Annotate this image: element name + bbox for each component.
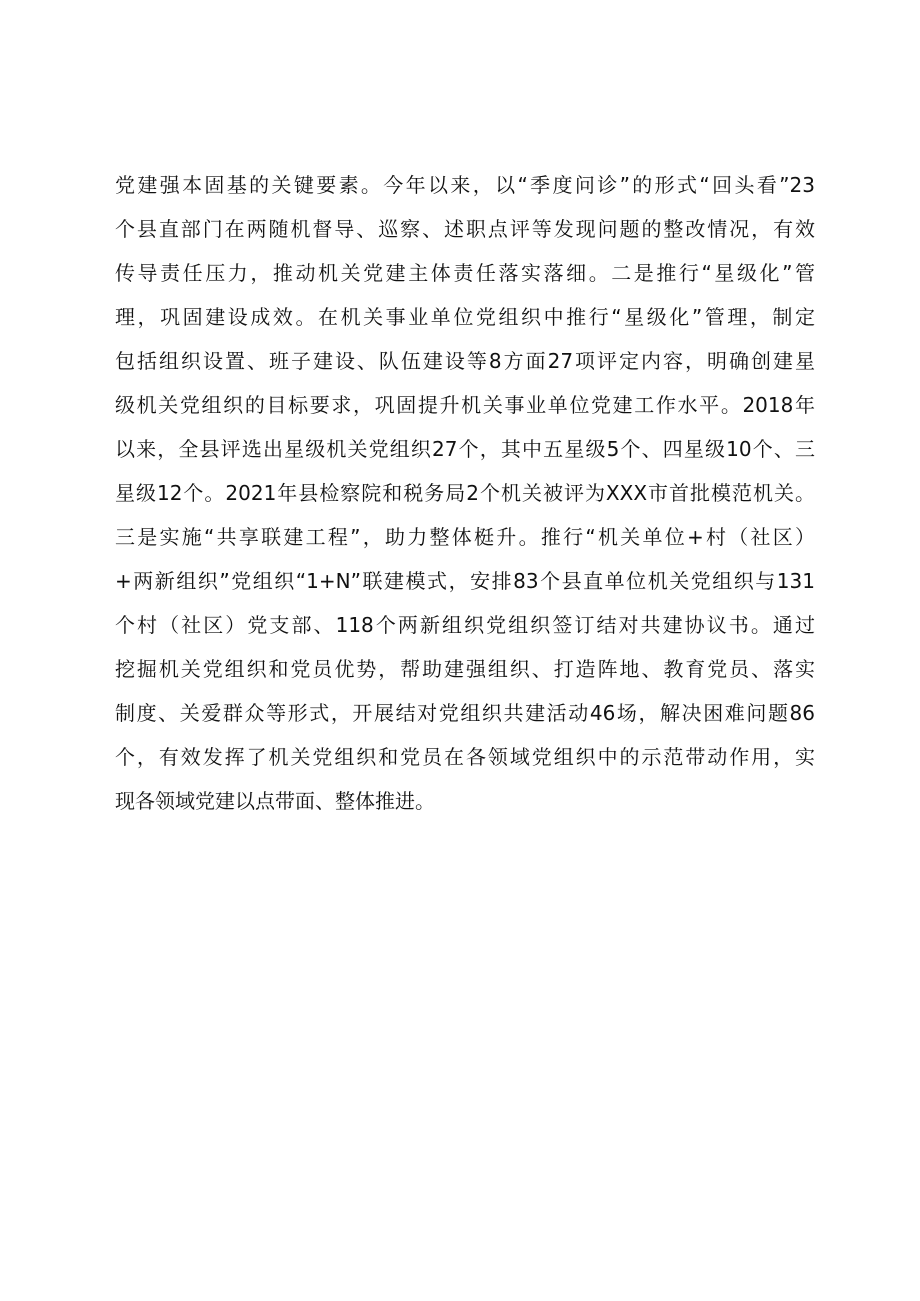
text-line-1: 党建强本固基的关键要素。今年以来，以“季度问诊”的形式“回头看”23 bbox=[115, 173, 815, 197]
text-line-9: 三是实施“共享联建工程”，助力整体梃升。推行“机关单位+村（社区） bbox=[115, 525, 815, 549]
text-line-4: 理，巩固建设成效。在机关事业单位党组织中推行“星级化”管理，制定 bbox=[115, 305, 815, 329]
text-line-11: 个村（社区）党支部、118个两新组织党组织签订结对共建协议书。通过 bbox=[115, 613, 815, 637]
text-line-13: 制度、关爱群众等形式，开展结对党组织共建活动46场，解决困难问题86 bbox=[115, 701, 815, 725]
text-line-3: 传导责任压力，推动机关党建主体责任落实落细。二是推行“星级化”管 bbox=[115, 261, 815, 285]
body-paragraph bbox=[115, 163, 815, 823]
text-line-6: 级机关党组织的目标要求，巩固提升机关事业单位党建工作水平。2018年 bbox=[115, 393, 815, 417]
text-line-2: 个县直部门在两随机督导、巡察、述职点评等发现问题的整改情况，有效 bbox=[115, 217, 815, 241]
text-line-15: 现各领域党建以点带面、整体推进。 bbox=[115, 789, 435, 813]
text-line-14: 个，有效发挥了机关党组织和党员在各领域党组织中的示范带动作用，实 bbox=[115, 745, 815, 769]
text-line-5: 包括组织设置、班子建设、队伍建设等8方面27项评定内容，明确创建星 bbox=[115, 349, 815, 373]
text-line-10: +两新组织”党组织“1+N”联建模式，安排83个县直单位机关党组织与131 bbox=[115, 569, 815, 593]
text-line-8: 星级12个。2021年县检察院和税务局2个机关被评为XXX市首批模范机关。 bbox=[115, 481, 815, 505]
text-line-7: 以来，全县评选出星级机关党组织27个，其中五星级5个、四星级10个、三 bbox=[115, 437, 815, 461]
text-line-12: 挖掘机关党组织和党员优势，帮助建强组织、打造阵地、教育党员、落实 bbox=[115, 657, 815, 681]
